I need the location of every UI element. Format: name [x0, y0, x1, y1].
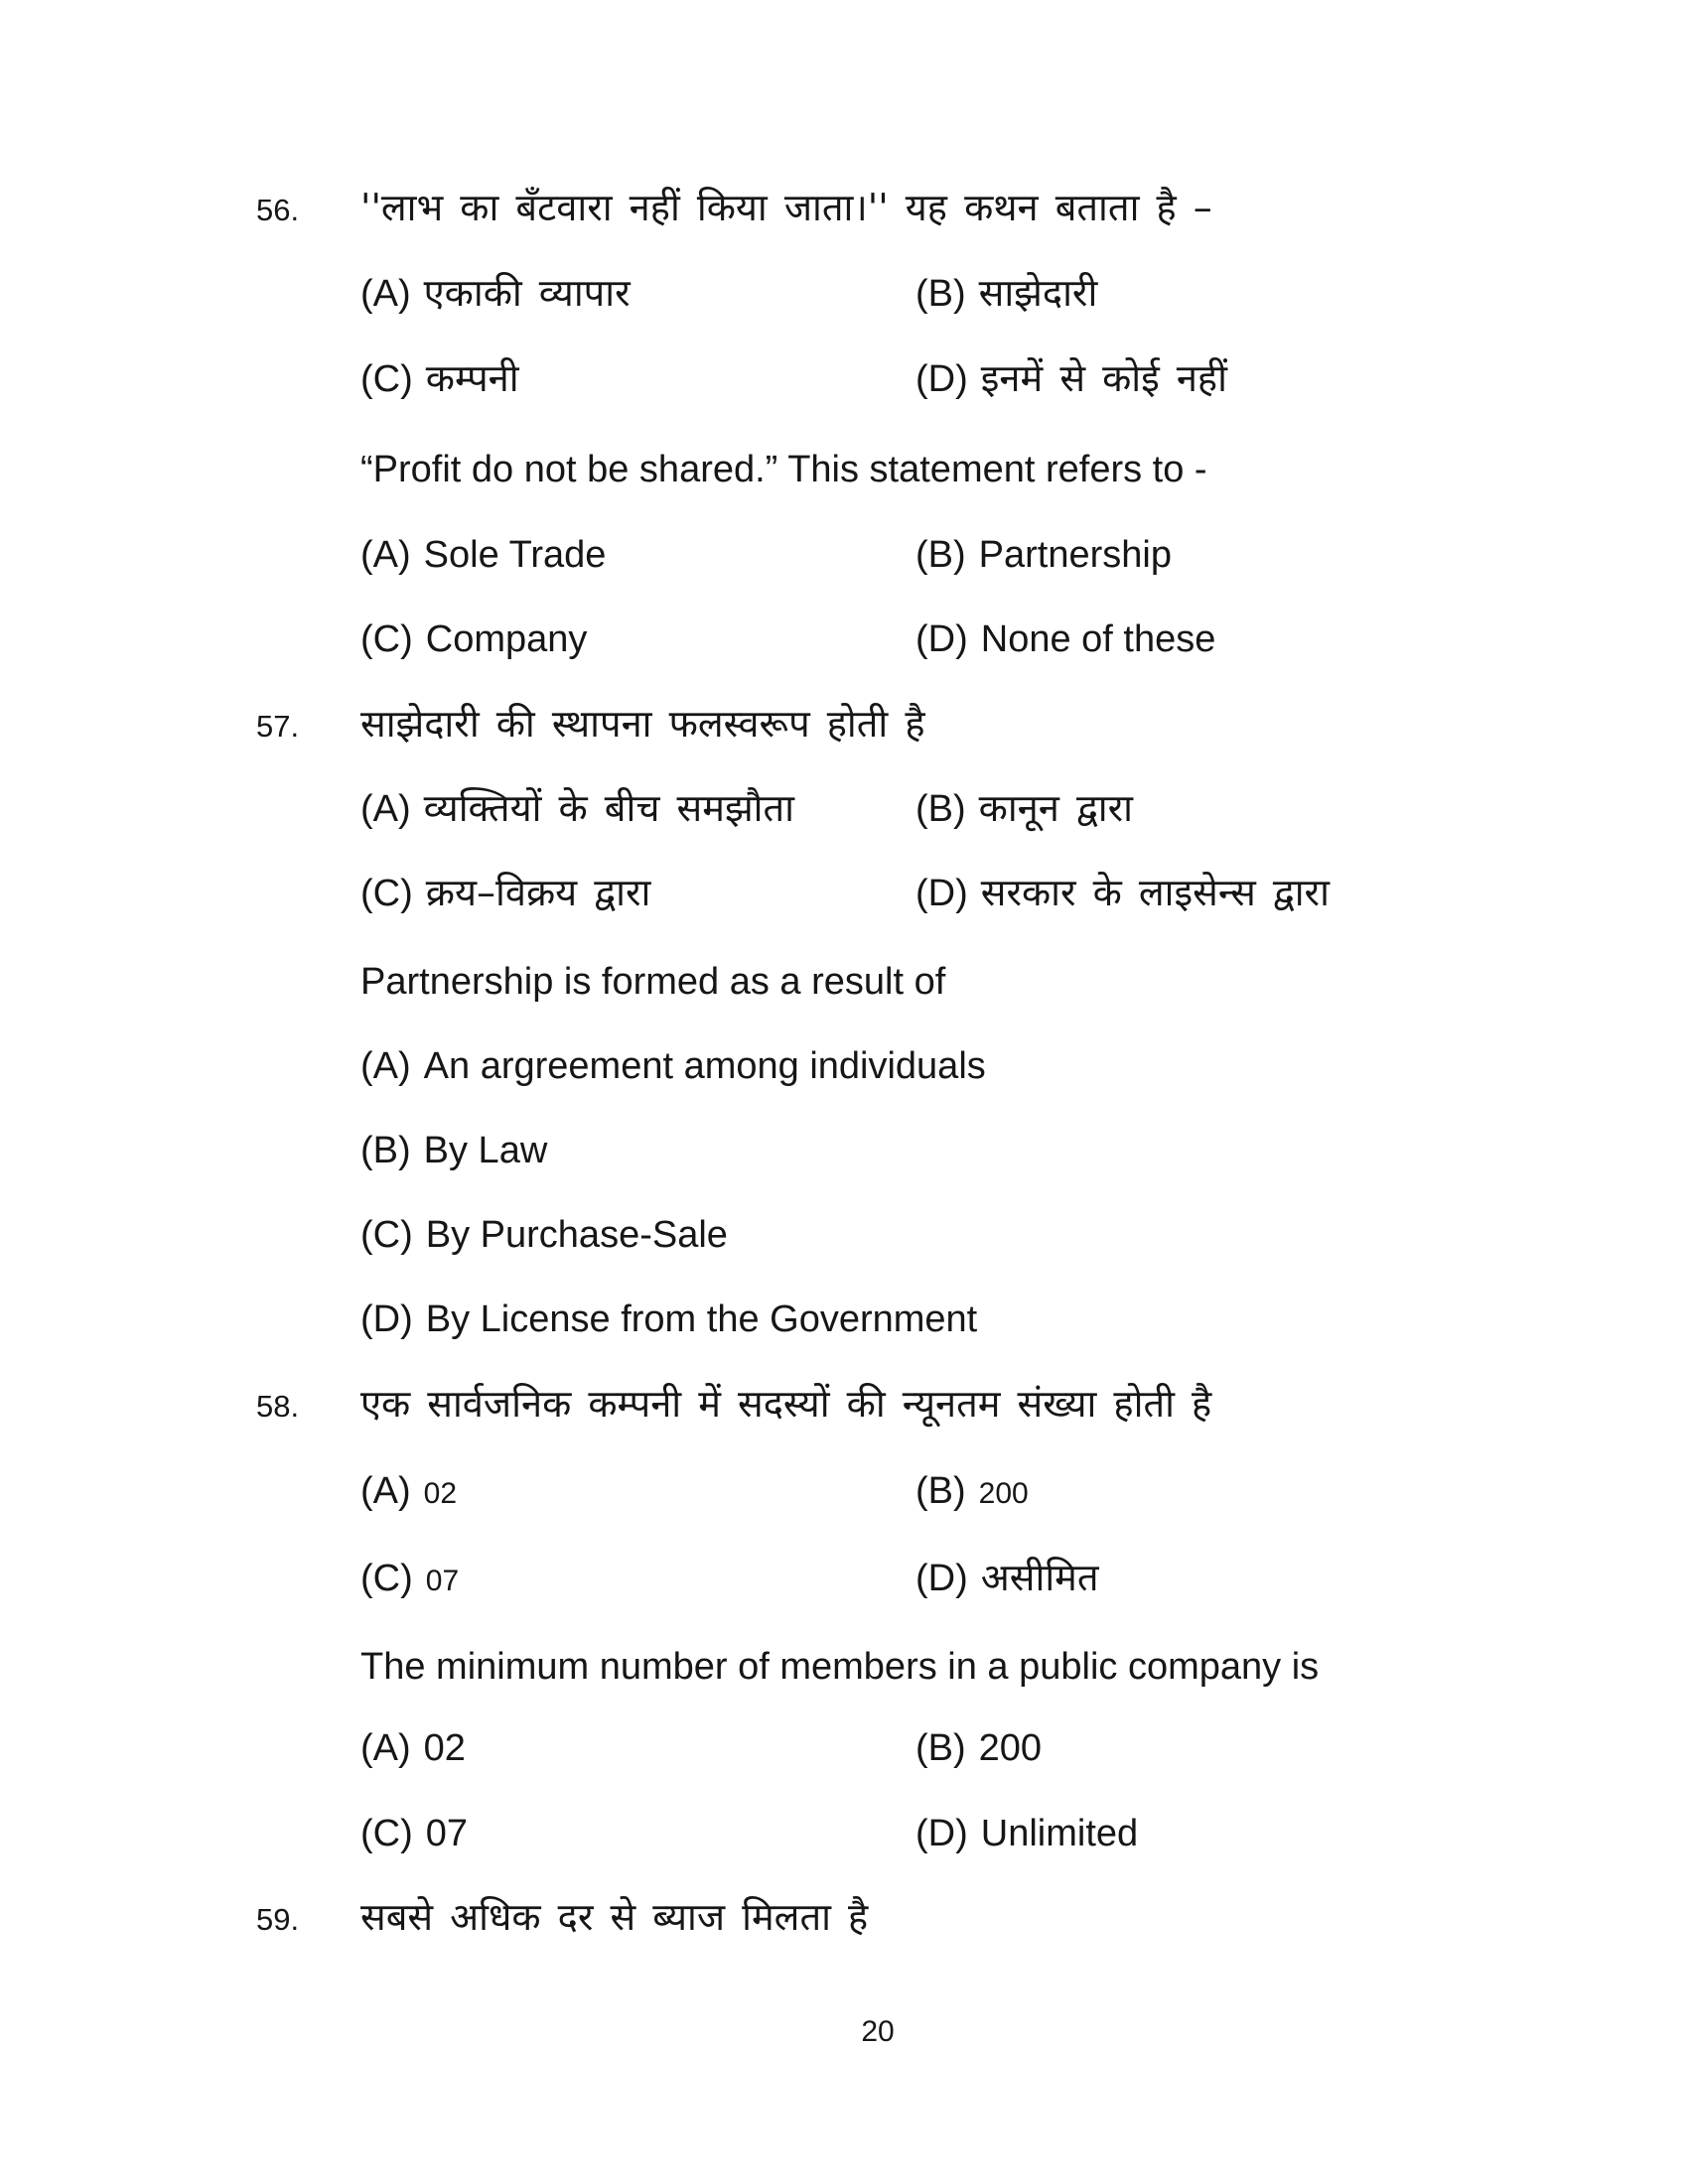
option-d [915, 870, 1646, 918]
question-57-english-option-a [256, 1043, 1646, 1091]
question-number: 59. [256, 1902, 300, 1937]
option-label: (D) [915, 1813, 968, 1854]
question-58-english-options-row-1 [256, 1725, 1646, 1773]
option-label: (D) [915, 1558, 968, 1599]
option-text: An argreement among individuals [423, 1045, 986, 1087]
option-text: 02 [423, 1727, 466, 1769]
option-d [360, 1297, 977, 1344]
option-text: असीमित [980, 1556, 1099, 1599]
option-c [360, 355, 915, 404]
option-label: (D) [360, 1298, 413, 1340]
question-text-hindi: साझेदारी की स्थापना फलस्वरूप होती है [360, 702, 925, 746]
question-59-hindi [256, 1894, 1646, 1942]
option-label: (C) [360, 873, 413, 914]
option-text: 07 [425, 1813, 469, 1854]
question-text-hindi: सबसे अधिक दर से ब्याज मिलता है [360, 1895, 869, 1939]
option-label: (A) [360, 273, 411, 315]
option-b [915, 1468, 1646, 1516]
option-a [360, 785, 915, 834]
option-label: (B) [915, 788, 966, 830]
option-text: कानून द्वारा [978, 786, 1134, 830]
question-56-english-options-row-1 [256, 532, 1646, 580]
option-d [915, 355, 1646, 404]
question-text-english: “Profit do not be shared.” This statement refers to - [360, 449, 1207, 490]
option-text: सरकार के लाइसेन्स द्वारा [980, 871, 1330, 914]
question-number: 58. [256, 1389, 300, 1424]
option-label: (C) [360, 1813, 413, 1854]
option-d [915, 616, 1646, 664]
option-text: Company [425, 618, 588, 660]
option-b [915, 270, 1646, 319]
option-label: (C) [360, 618, 413, 660]
question-56-english-options-row-2 [256, 616, 1646, 664]
question-56-hindi-options-row-1 [256, 270, 1646, 319]
option-a [360, 532, 915, 580]
question-text-english: Partnership is formed as a result of [360, 961, 946, 1003]
question-text-hindi: एक सार्वजनिक कम्पनी में सदस्यों की न्यूनतम संख्या होती है [360, 1382, 1212, 1426]
question-text-hindi: ''लाभ का बँटवारा नहीं किया जाता।'' यह कथन बताता है – [360, 186, 1212, 229]
option-label: (B) [915, 273, 966, 315]
option-a [360, 1468, 915, 1516]
option-b [915, 532, 1646, 580]
option-text: 02 [423, 1477, 458, 1510]
page-number: 20 [861, 2015, 895, 2048]
option-label: (A) [360, 1045, 411, 1087]
option-a [360, 270, 915, 319]
option-label: (A) [360, 1470, 411, 1512]
question-57-english [256, 959, 1646, 1007]
option-a [360, 1043, 986, 1091]
question-57-hindi-options-row-2 [256, 870, 1646, 918]
option-b [915, 785, 1646, 834]
question-text-english: The minimum number of members in a public company is [360, 1646, 1320, 1688]
option-text: एकाकी व्यापार [423, 271, 631, 315]
option-label: (A) [360, 1727, 411, 1769]
question-58-english [256, 1644, 1646, 1692]
option-text: Partnership [978, 534, 1172, 576]
question-56-hindi-options-row-2 [256, 355, 1646, 404]
option-label: (B) [915, 1727, 966, 1769]
question-57-hindi-options-row-1 [256, 785, 1646, 834]
option-c [360, 1212, 728, 1260]
option-text: इनमें से कोई नहीं [980, 356, 1227, 400]
question-57-english-option-b [256, 1128, 1646, 1175]
question-57-english-option-c [256, 1212, 1646, 1260]
option-label: (B) [360, 1130, 411, 1171]
option-label: (A) [360, 788, 411, 830]
option-text: By Purchase-Sale [425, 1214, 728, 1256]
option-text: None of these [980, 618, 1216, 660]
option-b [915, 1725, 1646, 1773]
option-text: By License from the Government [425, 1298, 978, 1340]
question-number: 56. [256, 193, 300, 227]
option-label: (D) [915, 358, 968, 400]
option-label: (D) [915, 873, 968, 914]
option-text: क्रय–विक्रय द्वारा [425, 871, 651, 914]
option-label: (C) [360, 1214, 413, 1256]
question-57-english-option-d [256, 1297, 1646, 1344]
option-label: (B) [915, 1470, 966, 1512]
question-57-hindi [256, 701, 1646, 749]
question-58-hindi-options-row-2 [256, 1555, 1646, 1603]
question-number: 57. [256, 709, 300, 744]
option-text: व्यक्तियों के बीच समझौता [423, 786, 795, 830]
option-c [360, 1556, 915, 1603]
question-58-hindi-options-row-1 [256, 1468, 1646, 1516]
option-label: (D) [915, 618, 968, 660]
option-d [915, 1555, 1646, 1603]
option-text: 200 [978, 1727, 1043, 1769]
option-c [360, 870, 915, 918]
option-text: By Law [423, 1130, 548, 1171]
option-b [360, 1128, 547, 1175]
option-text: 200 [978, 1477, 1029, 1510]
option-c [360, 616, 915, 664]
option-text: Unlimited [980, 1813, 1139, 1854]
question-58-english-options-row-2 [256, 1811, 1646, 1858]
option-text: कम्पनी [425, 356, 519, 400]
option-label: (C) [360, 358, 413, 400]
question-56-hindi [256, 185, 1646, 232]
option-label: (C) [360, 1558, 413, 1599]
question-56-english [256, 447, 1646, 494]
option-label: (A) [360, 534, 411, 576]
option-text: साझेदारी [978, 271, 1098, 315]
option-d [915, 1811, 1646, 1858]
option-text: Sole Trade [423, 534, 607, 576]
question-58-hindi [256, 1381, 1646, 1429]
option-label: (B) [915, 534, 966, 576]
option-text: 07 [425, 1565, 460, 1597]
option-a [360, 1725, 915, 1773]
option-c [360, 1811, 915, 1858]
